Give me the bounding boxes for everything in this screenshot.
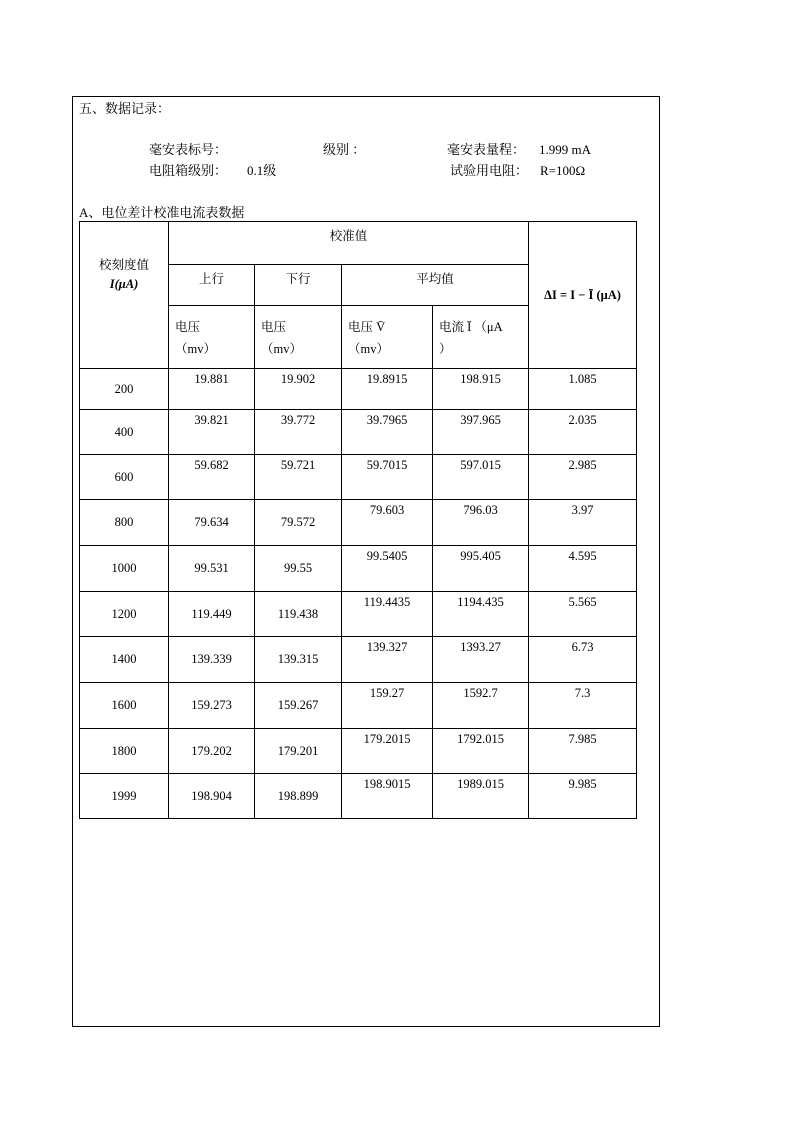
header-scale-line2: I(μA) <box>109 277 139 291</box>
header-calibration: 校准值 <box>169 222 529 265</box>
cell-up: 139.339 <box>169 637 255 683</box>
subheader-avg-voltage-line2: （mv） <box>348 342 389 356</box>
cell-delta: 9.985 <box>529 774 637 819</box>
cell-avg-i: 995.405 <box>433 546 529 592</box>
header-up: 上行 <box>169 265 255 306</box>
cell-scale: 1000 <box>80 546 169 592</box>
cell-avg-v: 19.8915 <box>342 369 433 410</box>
cell-delta: 2.035 <box>529 410 637 455</box>
cell-delta: 6.73 <box>529 637 637 683</box>
cell-avg-v: 198.9015 <box>342 774 433 819</box>
cell-delta: 3.97 <box>529 500 637 546</box>
cell-avg-i: 1393.27 <box>433 637 529 683</box>
meter-id-label: 毫安表标号： <box>149 142 228 157</box>
cell-avg-v: 39.7965 <box>342 410 433 455</box>
cell-up: 79.634 <box>169 500 255 546</box>
cell-down: 39.772 <box>255 410 342 455</box>
table-row <box>80 369 637 410</box>
subheader-down-line2: （mv） <box>261 342 302 356</box>
cell-delta: 7.985 <box>529 729 637 774</box>
cell-scale: 1800 <box>80 729 169 774</box>
subheader-up <box>169 306 255 369</box>
cell-avg-i: 1792.015 <box>433 729 529 774</box>
table-row <box>80 637 637 683</box>
header-average: 平均值 <box>342 265 529 306</box>
range-value: 1.999 mA <box>539 142 591 157</box>
cell-scale: 1200 <box>80 592 169 637</box>
header-scale <box>80 222 169 369</box>
cell-avg-i: 198.915 <box>433 369 529 410</box>
cell-scale: 1400 <box>80 637 169 683</box>
cell-down: 198.899 <box>255 774 342 819</box>
cell-up: 99.531 <box>169 546 255 592</box>
cell-up: 119.449 <box>169 592 255 637</box>
cell-delta: 4.595 <box>529 546 637 592</box>
cell-avg-v: 59.7015 <box>342 455 433 500</box>
test-resistor-value: R=100Ω <box>540 163 586 178</box>
resistor-grade-label: 电阻箱级别： <box>149 163 228 178</box>
table-row <box>80 546 637 592</box>
cell-avg-i: 597.015 <box>433 455 529 500</box>
cell-avg-i: 1194.435 <box>433 592 529 637</box>
table-row <box>80 683 637 729</box>
header-scale-line1: 校刻度值 <box>98 258 149 272</box>
cell-avg-v: 99.5405 <box>342 546 433 592</box>
cell-down: 79.572 <box>255 500 342 546</box>
cell-delta: 1.085 <box>529 369 637 410</box>
cell-scale: 1999 <box>80 774 169 819</box>
cell-up: 39.821 <box>169 410 255 455</box>
cell-down: 19.902 <box>255 369 342 410</box>
cell-down: 159.267 <box>255 683 342 729</box>
cell-delta: 2.985 <box>529 455 637 500</box>
table-row <box>80 455 637 500</box>
cell-down: 179.201 <box>255 729 342 774</box>
section-title: 五、数据记录： <box>79 101 171 116</box>
table-title: A、电位差计校准电流表数据 <box>79 205 245 220</box>
subheader-avg-current-line2: ） <box>439 342 452 356</box>
cell-scale: 400 <box>80 410 169 455</box>
cell-up: 179.202 <box>169 729 255 774</box>
subheader-avg-current-line1: 电流 Ī （μA <box>439 320 503 334</box>
subheader-avg-voltage-line1: 电压 V̄ <box>348 320 386 334</box>
cell-down: 59.721 <box>255 455 342 500</box>
subheader-up-line1: 电压 <box>175 320 201 334</box>
cell-avg-i: 1989.015 <box>433 774 529 819</box>
subheader-avg-voltage <box>342 306 433 369</box>
cell-up: 19.881 <box>169 369 255 410</box>
cell-scale: 600 <box>80 455 169 500</box>
cell-avg-v: 179.2015 <box>342 729 433 774</box>
cell-down: 119.438 <box>255 592 342 637</box>
cell-avg-v: 159.27 <box>342 683 433 729</box>
cell-delta: 7.3 <box>529 683 637 729</box>
cell-up: 198.904 <box>169 774 255 819</box>
table-row <box>80 500 637 546</box>
cell-avg-i: 1592.7 <box>433 683 529 729</box>
cell-up: 159.273 <box>169 683 255 729</box>
cell-avg-i: 796.03 <box>433 500 529 546</box>
cell-up: 59.682 <box>169 455 255 500</box>
grade-label: 级别 ： <box>323 142 366 157</box>
table-row <box>80 410 637 455</box>
cell-scale: 200 <box>80 369 169 410</box>
subheader-down <box>255 306 342 369</box>
cell-avg-v: 139.327 <box>342 637 433 683</box>
resistor-grade-value: 0.1级 <box>247 163 277 178</box>
cell-avg-v: 119.4435 <box>342 592 433 637</box>
header-down: 下行 <box>255 265 342 306</box>
test-resistor-label: 试验用电阻： <box>450 163 529 178</box>
subheader-down-line1: 电压 <box>261 320 287 334</box>
cell-delta: 5.565 <box>529 592 637 637</box>
table-row <box>80 729 637 774</box>
cell-avg-i: 397.965 <box>433 410 529 455</box>
subheader-up-line2: （mv） <box>175 342 216 356</box>
table-row <box>80 592 637 637</box>
cell-down: 99.55 <box>255 546 342 592</box>
cell-scale: 800 <box>80 500 169 546</box>
cell-down: 139.315 <box>255 637 342 683</box>
table-row <box>80 774 637 819</box>
cell-scale: 1600 <box>80 683 169 729</box>
calibration-table <box>79 221 637 819</box>
range-label: 毫安表量程： <box>447 142 526 157</box>
subheader-avg-current <box>433 306 529 369</box>
cell-avg-v: 79.603 <box>342 500 433 546</box>
header-delta: ΔI = I − Ī (μA) <box>529 222 637 369</box>
